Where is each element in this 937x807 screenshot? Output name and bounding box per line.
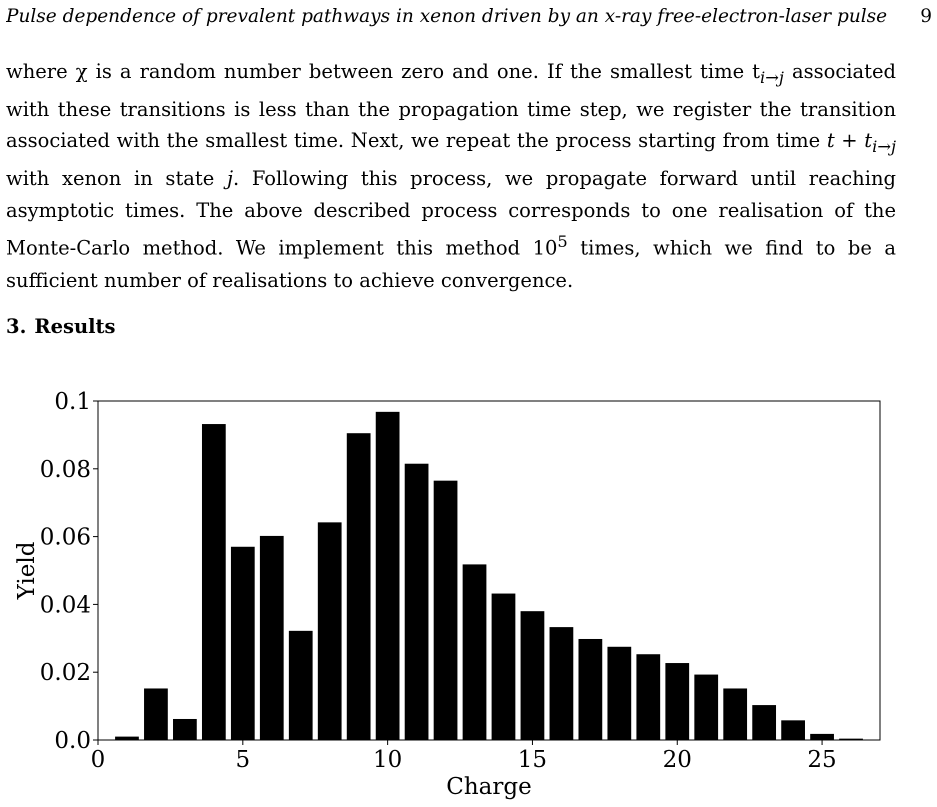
bar-charge-7 bbox=[289, 631, 313, 740]
bar-charge-3 bbox=[173, 719, 197, 740]
x-tick-label: 0 bbox=[90, 747, 106, 773]
body-paragraph bbox=[6, 56, 896, 296]
y-tick-label: 0.02 bbox=[39, 660, 91, 687]
bar-charge-1 bbox=[115, 737, 139, 740]
bar-charge-9 bbox=[347, 433, 371, 740]
bar-charge-4 bbox=[202, 424, 226, 740]
bar-charge-12 bbox=[434, 481, 458, 740]
bar-charge-11 bbox=[405, 464, 429, 740]
bar-charge-2 bbox=[144, 688, 168, 740]
paragraph-text: . Following this process, we propagate forward until reaching asymptotic times. The above described process corresponds to one realisation of the Monte-Carlo method. We implement this method 10 bbox=[6, 166, 896, 260]
yield-chart bbox=[0, 380, 937, 807]
bar-charge-23 bbox=[752, 705, 776, 740]
paragraph-text: with xenon in state bbox=[6, 166, 227, 190]
section-heading bbox=[6, 313, 116, 341]
paragraph-text: times, which we find to be a sufficient number of realisations to achieve convergence. bbox=[6, 236, 896, 292]
math-t: t bbox=[864, 129, 873, 153]
bar-charge-21 bbox=[694, 675, 718, 740]
x-axis-label: Charge bbox=[446, 774, 532, 800]
x-tick-label: 15 bbox=[517, 747, 548, 773]
bar-charge-8 bbox=[318, 522, 342, 740]
bars-group bbox=[115, 412, 863, 740]
bar-charge-22 bbox=[723, 688, 747, 740]
bar-charge-10 bbox=[376, 412, 400, 740]
y-tick-label: 0.1 bbox=[54, 389, 91, 415]
subscript-ij: i→j bbox=[872, 137, 896, 157]
section-number: 3. bbox=[6, 315, 27, 338]
y-tick-label: 0.04 bbox=[39, 592, 91, 619]
x-tick-label: 20 bbox=[662, 747, 692, 773]
subscript-ij: i→j bbox=[760, 67, 784, 87]
chart-svg bbox=[0, 380, 937, 807]
paragraph-text: associated with these transitions is less than the propagation time step, we register the transition associated with the smallest time. Next, we repeat the process starting from time bbox=[6, 60, 896, 153]
bar-charge-24 bbox=[781, 720, 805, 740]
bar-charge-17 bbox=[578, 639, 602, 740]
x-tick-label: 25 bbox=[807, 747, 837, 773]
x-tick-label: 10 bbox=[372, 747, 403, 773]
bar-charge-13 bbox=[463, 564, 487, 740]
bar-charge-20 bbox=[665, 663, 689, 740]
bar-charge-25 bbox=[810, 734, 834, 740]
y-tick-label: 0.06 bbox=[39, 524, 91, 551]
bar-charge-15 bbox=[521, 611, 545, 740]
bar-charge-19 bbox=[636, 654, 660, 740]
paragraph-text: where χ is a random number between zero and one. If the smallest time t bbox=[6, 60, 761, 83]
math-j: j bbox=[226, 166, 233, 190]
running-header bbox=[6, 4, 932, 30]
y-axis-label: Yield bbox=[14, 541, 40, 600]
running-title: Pulse dependence of prevalent pathways in xenon driven by an x-ray free-electron-laser pulse bbox=[6, 6, 888, 27]
y-tick-label: 0.0 bbox=[54, 728, 91, 754]
bar-charge-14 bbox=[492, 594, 516, 740]
bar-charge-5 bbox=[231, 547, 255, 740]
math-plus: + bbox=[834, 129, 865, 153]
exponent: 5 bbox=[557, 232, 568, 252]
bar-charge-18 bbox=[607, 647, 631, 740]
section-title: Results bbox=[34, 315, 116, 338]
x-tick-label: 5 bbox=[235, 747, 251, 773]
y-tick-label: 0.08 bbox=[39, 456, 91, 483]
bar-charge-6 bbox=[260, 536, 284, 740]
bar-charge-16 bbox=[550, 627, 574, 740]
page-number: 9 bbox=[920, 6, 932, 27]
math-t: t bbox=[826, 129, 835, 153]
